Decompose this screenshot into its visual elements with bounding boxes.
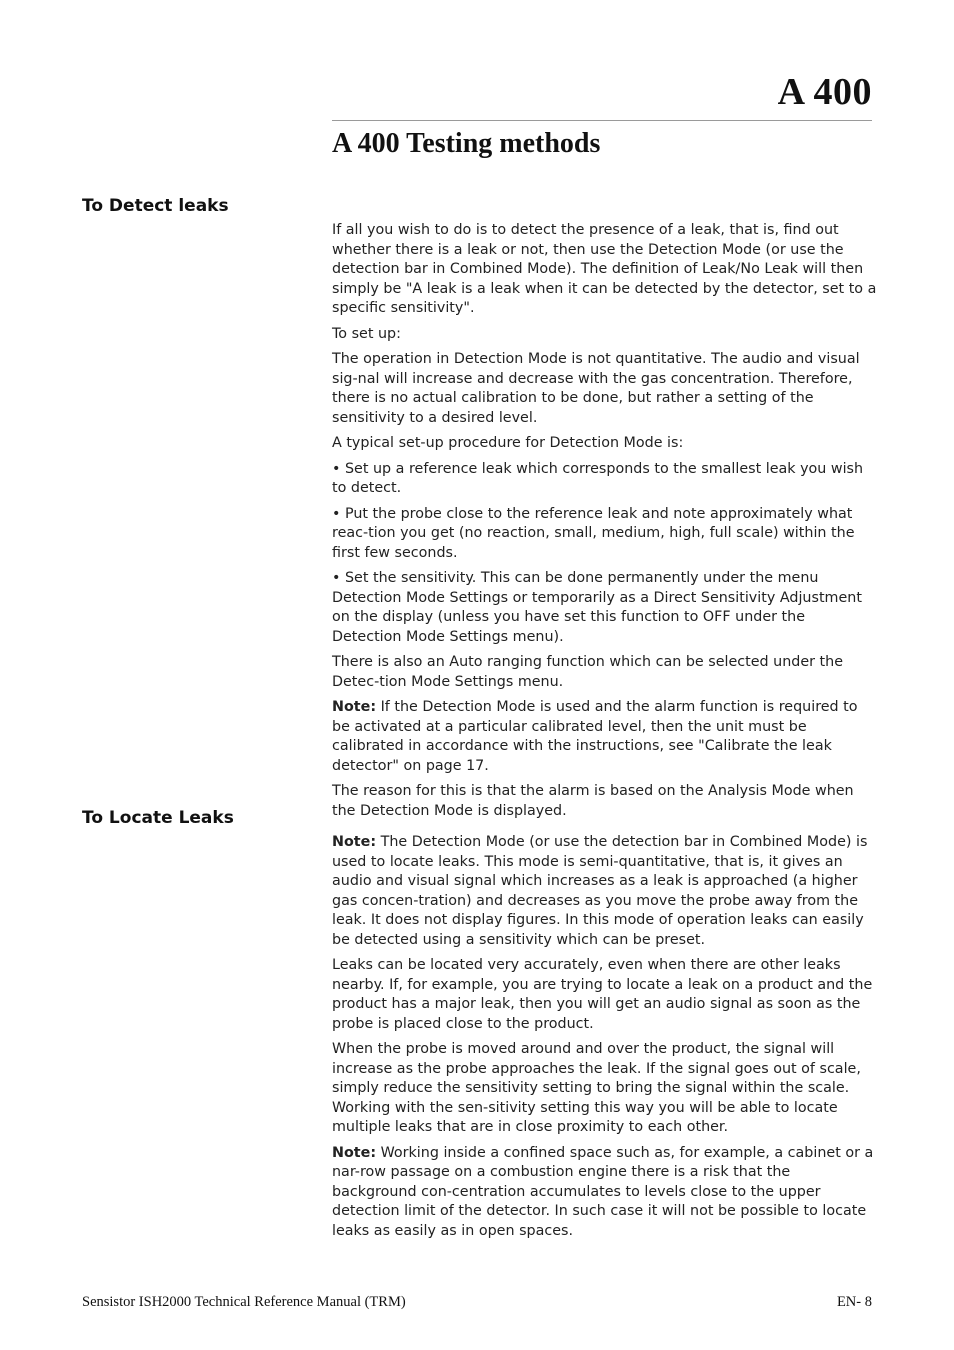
paragraph: If all you wish to do is to detect the presence of a leak, that is, find out whether there is a leak or not, then use the Detection Mode (or use the detection bar in Combined Mode). The definition of Leak/No Leak will then simply be "A leak is a leak when it can be detected by the detector, set to a specific sensitivity". bbox=[332, 222, 877, 316]
note-paragraph: Note: If the Detection Mode is used and the alarm function is required to be activated at a particular calibrated level, then the unit must be calibrated in accordance with the instructions, see "Calibrate the leak detector" on page 17. bbox=[332, 699, 858, 774]
chapter-label: A 400 bbox=[777, 71, 872, 113]
footer-page-number: EN- 8 bbox=[836, 1294, 872, 1310]
page-title: A 400 Testing methods bbox=[332, 128, 601, 159]
footer-manual-title: Sensistor ISH2000 Technical Reference Manual (TRM) bbox=[82, 1294, 406, 1310]
bullet-item: • Set the sensitivity. This can be done permanently under the menu Detection Mode Settings or temporarily as a Direct Sensitivity Adjustment on the display (unless you have set this function to OFF under the Detection Mode Settings menu). bbox=[332, 570, 862, 645]
note-paragraph: Note: Working inside a confined space such as, for example, a cabinet or a nar-row passage on a combustion engine there is a risk that the background con-centration accumulates to levels close to the upper detection limit of the detector. In such case it will not be possible to locate leaks as easily as in open spaces. bbox=[332, 1144, 874, 1239]
paragraph: The reason for this is that the alarm is based on the Analysis Mode when the Detection Mode is displayed. bbox=[332, 783, 854, 819]
paragraph: The operation in Detection Mode is not quantitative. The audio and visual sig-nal will increase and decrease with the gas concentration. Therefore, there is no actual calibration to be done, but rather a setting of the sensitivity to a desired level. bbox=[332, 351, 860, 426]
bullet-item: • Put the probe close to the reference leak and note approximately what reac-tion you get (no reaction, small, medium, high, full scale) within the first few seconds. bbox=[332, 505, 855, 561]
note-label: Note: bbox=[332, 1144, 377, 1161]
section-heading-locate-leaks: To Locate Leaks bbox=[82, 808, 234, 828]
section-heading-detect-leaks: To Detect leaks bbox=[82, 196, 229, 216]
section-body-detect-leaks bbox=[332, 221, 877, 827]
bullet-item: • Set up a reference leak which corresponds to the smallest leak you wish to detect. bbox=[332, 460, 864, 496]
paragraph: To set up: bbox=[332, 325, 401, 342]
paragraph: Leaks can be located very accurately, even when there are other leaks nearby. If, for example, you are trying to locate a leak on a product and the product has a major leak, then you will get an audio signal as soon as the probe is placed close to the product. bbox=[332, 957, 873, 1032]
note-label: Note: bbox=[332, 699, 377, 715]
note-paragraph: Note: The Detection Mode (or use the detection bar in Combined Mode) is used to locate leaks. This mode is semi-quantitative, that is, it gives an audio and visual signal which increases as a leak is approached (a higher gas concen-tration) and decreases as you move the probe away from the leak. It does not display figures. In this mode of operation leaks can easily be detected using a sensitivity which can be preset. bbox=[332, 834, 868, 948]
paragraph: When the probe is moved around and over the product, the signal will increase as the probe approaches the leak. If the signal goes out of scale, simply reduce the sensitivity setting to bring the signal within the scale. Working with the sen-sitivity setting this way you will be able to locate multiple leaks that are in close proximity to each other. bbox=[332, 1041, 861, 1135]
header-rule bbox=[332, 120, 872, 121]
paragraph: A typical set-up procedure for Detection Mode is: bbox=[332, 435, 684, 451]
section-body-locate-leaks bbox=[332, 833, 877, 1247]
paragraph: There is also an Auto ranging function which can be selected under the Detec-tion Mode Settings menu. bbox=[332, 654, 844, 690]
note-label: Note: bbox=[332, 834, 377, 850]
